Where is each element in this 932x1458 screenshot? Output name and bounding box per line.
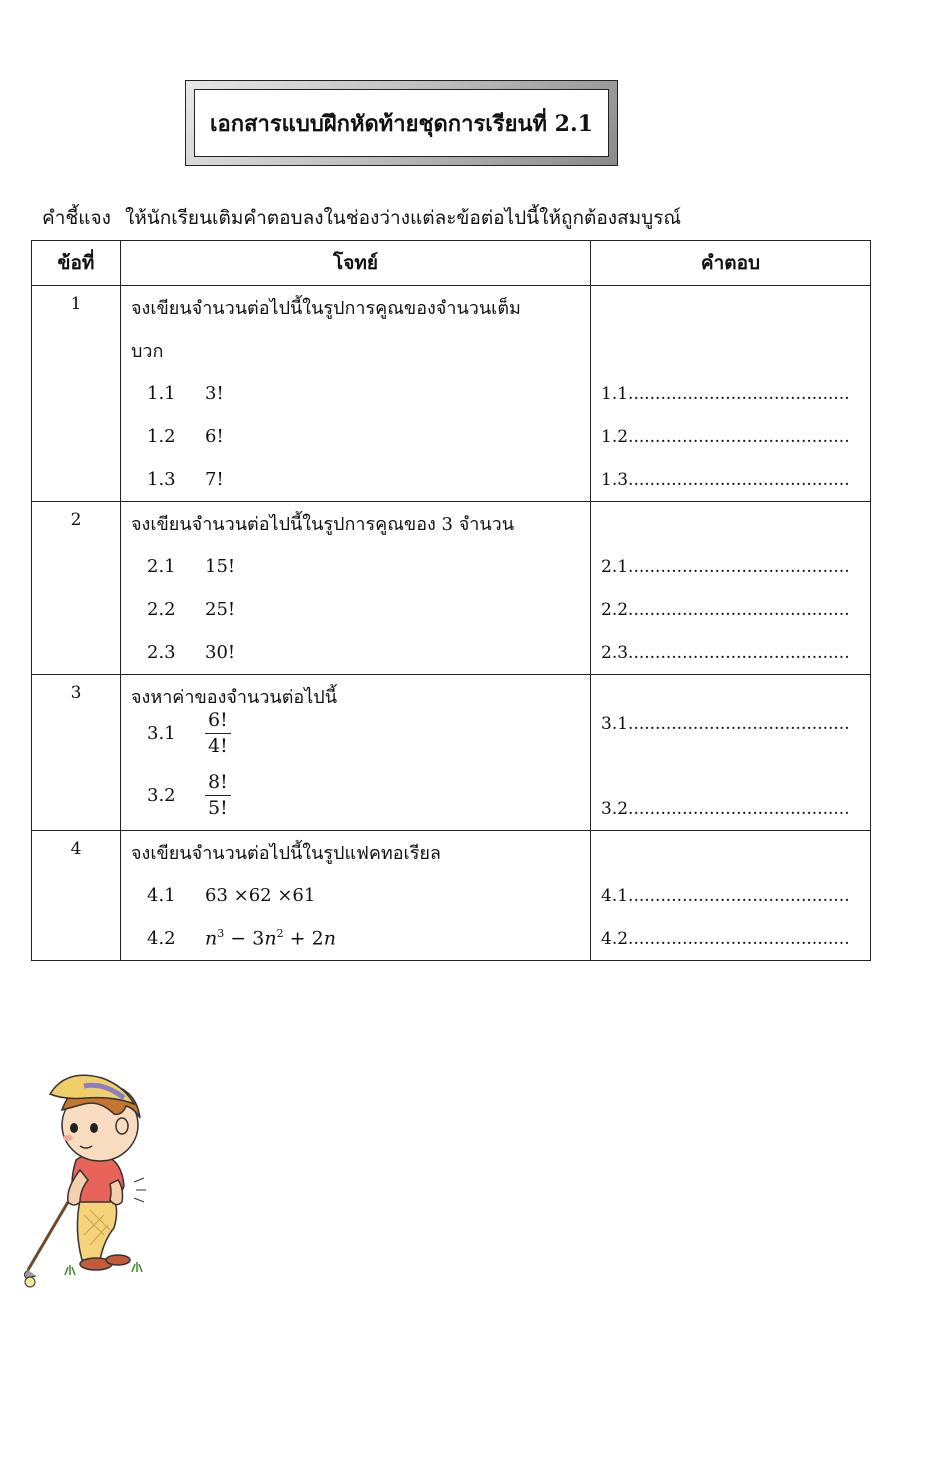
sub-question [121,372,590,415]
answer-cell [591,286,871,502]
polynomial-expression: $n^3 - 3n^2 + 2n$ [205,927,336,950]
sub-expression: 63 ×62 ×61 [205,885,316,906]
answer-blank[interactable]: 2.1......................................... [601,556,850,577]
sub-number: 4.1 [147,885,176,906]
title-frame [185,80,618,166]
question-cell [121,675,591,831]
question-prompt-cont: บวก [131,341,164,362]
table-row [32,831,871,961]
answer-blank[interactable]: 4.2......................................... [601,928,850,949]
answer-blank[interactable]: 4.1......................................... [601,885,850,906]
sub-expression: 15! [205,556,236,577]
question-cell [121,831,591,961]
table-row [32,502,871,675]
question-prompt: จงหาค่าของจำนวนต่อไปนี้ [131,687,338,708]
header-answer: คำตอบ [591,241,871,286]
sub-number: 3.1 [147,722,176,744]
table-header-row [32,241,871,286]
table-row [32,286,871,502]
sub-question [121,588,590,631]
sub-expression: 30! [205,642,236,663]
sub-expression: 6! [205,426,224,447]
sub-question [121,545,590,588]
sub-expression: 3! [205,383,224,404]
sub-question [121,764,590,826]
question-number: 2 [32,502,121,675]
table-row [32,675,871,831]
sub-expression: 7! [205,469,224,490]
instruction-text: ให้นักเรียนเติมคำตอบลงในช่องว่างแต่ละข้อต่อไปนี้ให้ถูกต้องสมบูรณ์ [124,207,682,229]
answer-blank[interactable]: 1.2......................................... [601,426,850,447]
header-question: โจทย์ [121,241,591,286]
sub-expression: 25! [205,599,236,620]
sub-number: 2.1 [147,556,176,577]
sub-question [121,415,590,458]
question-cell [121,502,591,675]
instruction [42,203,681,233]
sub-question [121,702,590,764]
answer-blank[interactable]: 1.3......................................... [601,469,850,490]
fraction [205,772,231,819]
sub-question [121,874,590,917]
sub-number: 3.2 [147,784,176,806]
header-number: ข้อที่ [32,241,121,286]
question-prompt: จงเขียนจำนวนต่อไปนี้ในรูปแฟคทอเรียล [131,843,441,864]
instruction-label: คำชี้แจง [42,207,111,229]
answer-blank[interactable]: 3.2......................................... [601,798,850,819]
fraction-numerator: 6! [205,710,231,734]
question-cell [121,286,591,502]
sub-number: 4.2 [147,928,176,949]
question-number: 1 [32,286,121,502]
question-number: 4 [32,831,121,961]
answer-blank[interactable]: 2.3......................................... [601,642,850,663]
golfer-illustration [10,1050,160,1290]
fraction-numerator: 8! [205,772,231,796]
exercise-table [31,240,871,961]
sub-number: 1.1 [147,383,176,404]
sub-number: 1.2 [147,426,176,447]
fraction [205,710,231,757]
sub-question [121,631,590,674]
fraction-denominator: 4! [208,734,228,757]
sub-number: 1.3 [147,469,176,490]
question-prompt: จงเขียนจำนวนต่อไปนี้ในรูปการคูณของจำนวนเต็ม [131,298,521,319]
answer-cell [591,831,871,961]
answer-cell [591,675,871,831]
worksheet-title: เอกสารแบบฝึกหัดท้ายชุดการเรียนที่ 2.1 [194,89,609,157]
question-number: 3 [32,675,121,831]
answer-cell [591,502,871,675]
sub-question [121,458,590,501]
question-prompt: จงเขียนจำนวนต่อไปนี้ในรูปการคูณของ 3 จำนวน [131,514,515,535]
sub-number: 2.2 [147,599,176,620]
answer-blank[interactable]: 2.2......................................... [601,599,850,620]
answer-blank[interactable]: 1.1......................................... [601,383,850,404]
answer-blank[interactable]: 3.1......................................... [601,713,850,734]
fraction-denominator: 5! [208,796,228,819]
sub-number: 2.3 [147,642,176,663]
sub-question [121,917,590,960]
